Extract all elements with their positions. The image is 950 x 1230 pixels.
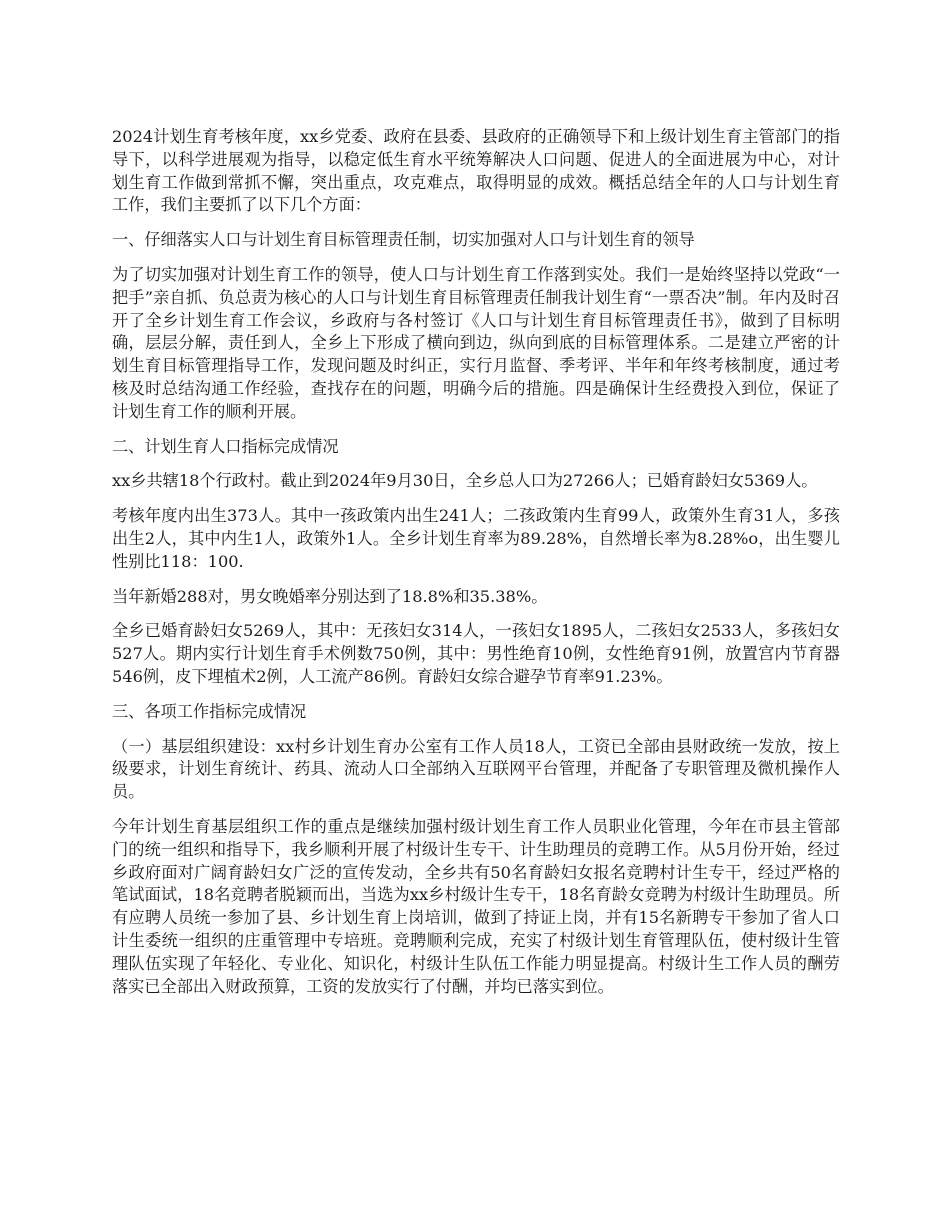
births-paragraph: 考核年度内出生373人。其中一孩政策内出生241人；二孩政策内生育99人，政策外生育31人，多孩出生2人，其中内生1人，政策外1人。全乡计划生育率为89.28%，自然增长率为8.28%o，出生婴儿性别比118：100. <box>112 506 840 571</box>
women-statistics-paragraph: 全乡已婚育龄妇女5269人，其中：无孩妇女314人，一孩妇女1895人，二孩妇女2533人，多孩妇女527人。期内实行计划生育手术例数750例，其中：男性绝育10例，女性绝育91例，放置宫内节育器546例，皮下埋植术2例，人工流产86例。育龄妇女综合避孕节育率91.23%。 <box>112 621 840 686</box>
marriage-paragraph: 当年新婚288对，男女晚婚率分别达到了18.8%和35.38%。 <box>112 586 548 606</box>
section-heading-3: 三、各项工作指标完成情况 <box>112 701 307 721</box>
staffing-paragraph: 今年计划生育基层组织工作的重点是继续加强村级计划生育工作人员职业化管理，今年在市县主管部门的统一组织和指导下，我乡顺利开展了村级计生专干、计生助理员的竞聘工作。从5月份开始，经过乡政府面对广阔育龄妇女广泛的宣传发动，全乡共有50名育龄妇女报名竞聘村计生专干，经过严格的笔试面试，18名竞聘者脱颖而出，当选为xx乡村级计生专干，18名育龄女竞聘为村级计生助理员。所有应聘人员统一参加了县、乡计划生育上岗培训，做到了持证上岗，并有15名新聘专干参加了省人口计生委统一组织的庄重管理中专培班。竞聘顺利完成，充实了村级计划生育管理队伍，使村级计生管理队伍实现了年轻化、专业化、知识化，村级计生队伍工作能力明显提高。村级计生工作人员的酬劳落实已全部出入财政预算，工资的发放实行了付酬，并均已落实到位。 <box>112 816 840 996</box>
document-body <box>112 126 840 1010</box>
section-heading-1: 一、仔细落实人口与计划生育目标管理责任制，切实加强对人口与计划生育的领导 <box>112 230 695 250</box>
leadership-paragraph: 为了切实加强对计划生育工作的领导，使人口与计划生育工作落到实处。我们一是始终坚持以党政“一把手”亲自抓、负总责为核心的人口与计划生育目标管理责任制我计划生育“一票否决”制。年内及时召开了全乡计划生育工作会议，乡政府与各村签订《人口与计划生育目标管理责任书》，做到了目标明确，层层分解，责任到人，全乡上下形成了横向到边，纵向到底的目标管理体系。二是建立严密的计划生育目标管理指导工作，发现问题及时纠正，实行月监督、季考评、半年和年终考核制度，通过考核及时总结沟通工作经验，查找存在的问题，明确今后的措施。四是确保计生经费投入到位，保证了计划生育工作的顺利开展。 <box>112 264 840 421</box>
population-paragraph: xx乡共辖18个行政村。截止到2024年9月30日，全乡总人口为27266人；已婚育龄妇女5369人。 <box>112 471 818 491</box>
grassroots-organization-paragraph: （一）基层组织建设：xx村乡计划生育办公室有工作人员18人，工资已全部由县财政统一发放，按上级要求，计划生育统计、药具、流动人口全部纳入互联网平台管理，并配备了专职管理及微机操作人员。 <box>112 736 840 802</box>
section-heading-2: 二、计划生育人口指标完成情况 <box>112 436 339 456</box>
intro-paragraph: 2024计划生育考核年度，xx乡党委、政府在县委、县政府的正确领导下和上级计划生育主管部门的指导下，以科学进展观为指导，以稳定低生育水平统筹解决人口问题、促进人的全面进展为中心，对计划生育工作做到常抓不懈，突出重点，攻克难点，取得明显的成效。概括总结全年的人口与计划生育工作，我们主要抓了以下几个方面： <box>112 127 840 215</box>
